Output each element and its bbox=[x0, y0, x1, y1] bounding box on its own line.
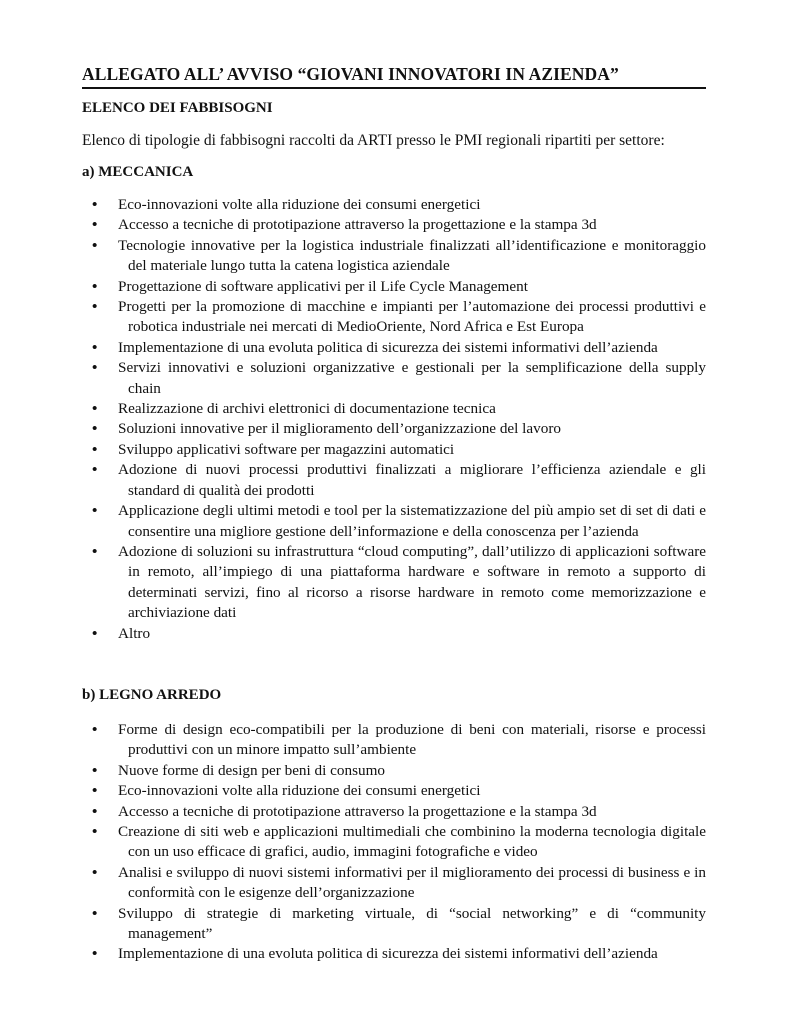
list-item: • Servizi innovativi e soluzioni organizzative e gestionali per la semplificazione della supply chain bbox=[102, 358, 706, 399]
list-item: • Adozione di soluzioni su infrastruttura “cloud computing”, dall’utilizzo di applicazioni software in remoto, all’impiego di una piattaforma hardware e software in remoto a supporto di determinati servizi, fino al ricorso a risorse hardware in remoto come memorizzazione e archiviazione dati bbox=[102, 542, 706, 624]
list-item: • Altro bbox=[102, 624, 706, 644]
list-item: • Implementazione di una evoluta politica di sicurezza dei sistemi informativi dell’azienda bbox=[102, 944, 706, 964]
list-item: • Eco-innovazioni volte alla riduzione dei consumi energetici bbox=[102, 195, 706, 215]
section-list-meccanica bbox=[102, 195, 706, 644]
list-item: • Applicazione degli ultimi metodi e tool per la sistematizzazione del più ampio set di set di dati e consentire una migliore gestione dell’informazione e della conoscenza per l’azienda bbox=[102, 501, 706, 542]
section-heading-legno-arredo: b) LEGNO ARREDO bbox=[82, 687, 222, 703]
list-item: • Nuove forme di design per beni di consumo bbox=[102, 761, 706, 781]
list-item: • Realizzazione di archivi elettronici di documentazione tecnica bbox=[102, 399, 706, 419]
list-item: • Accesso a tecniche di prototipazione attraverso la progettazione e la stampa 3d bbox=[102, 215, 706, 235]
intro-paragraph: Elenco di tipologie di fabbisogni raccolti da ARTI presso le PMI regionali ripartiti per settore: bbox=[82, 132, 665, 149]
list-item: • Eco-innovazioni volte alla riduzione dei consumi energetici bbox=[102, 781, 706, 801]
section-list-legno-arredo bbox=[102, 720, 706, 965]
list-item: • Progetti per la promozione di macchine e impianti per l’automazione dei processi produttivi e robotica industriale nei mercati di MedioOriente, Nord Africa e Est Europa bbox=[102, 297, 706, 338]
list-item: • Progettazione di software applicativi per il Life Cycle Management bbox=[102, 277, 706, 297]
list-item: • Implementazione di una evoluta politica di sicurezza dei sistemi informativi dell’azienda bbox=[102, 338, 706, 358]
list-item: • Accesso a tecniche di prototipazione attraverso la progettazione e la stampa 3d bbox=[102, 802, 706, 822]
list-item: • Soluzioni innovative per il miglioramento dell’organizzazione del lavoro bbox=[102, 419, 706, 439]
list-item: • Creazione di siti web e applicazioni multimediali che combinino la moderna tecnologia digitale con un uso efficace di grafici, audio, immagini fotografiche e video bbox=[102, 822, 706, 863]
section-heading-meccanica: a) MECCANICA bbox=[82, 164, 194, 180]
list-item: • Sviluppo applicativi software per magazzini automatici bbox=[102, 440, 706, 460]
list-item: • Analisi e sviluppo di nuovi sistemi informativi per il miglioramento dei processi di business e in conformità con le esigenze dell’organizzazione bbox=[102, 863, 706, 904]
list-item: • Tecnologie innovative per la logistica industriale finalizzati all’identificazione e monitoraggio del materiale lungo tutta la catena logistica aziendale bbox=[102, 236, 706, 277]
document-title: ALLEGATO ALL’ AVVISO “GIOVANI INNOVATORI IN AZIENDA” bbox=[82, 64, 706, 89]
list-item: • Forme di design eco-compatibili per la produzione di beni con materiali, risorse e processi produttivi con un minore impatto sull’ambiente bbox=[102, 720, 706, 761]
list-item: • Adozione di nuovi processi produttivi finalizzati a migliorare l’efficienza aziendale e gli standard di qualità dei prodotti bbox=[102, 460, 706, 501]
document-subtitle: ELENCO DEI FABBISOGNI bbox=[82, 100, 273, 116]
list-item: • Sviluppo di strategie di marketing virtuale, di “social networking” e di “community management” bbox=[102, 904, 706, 945]
